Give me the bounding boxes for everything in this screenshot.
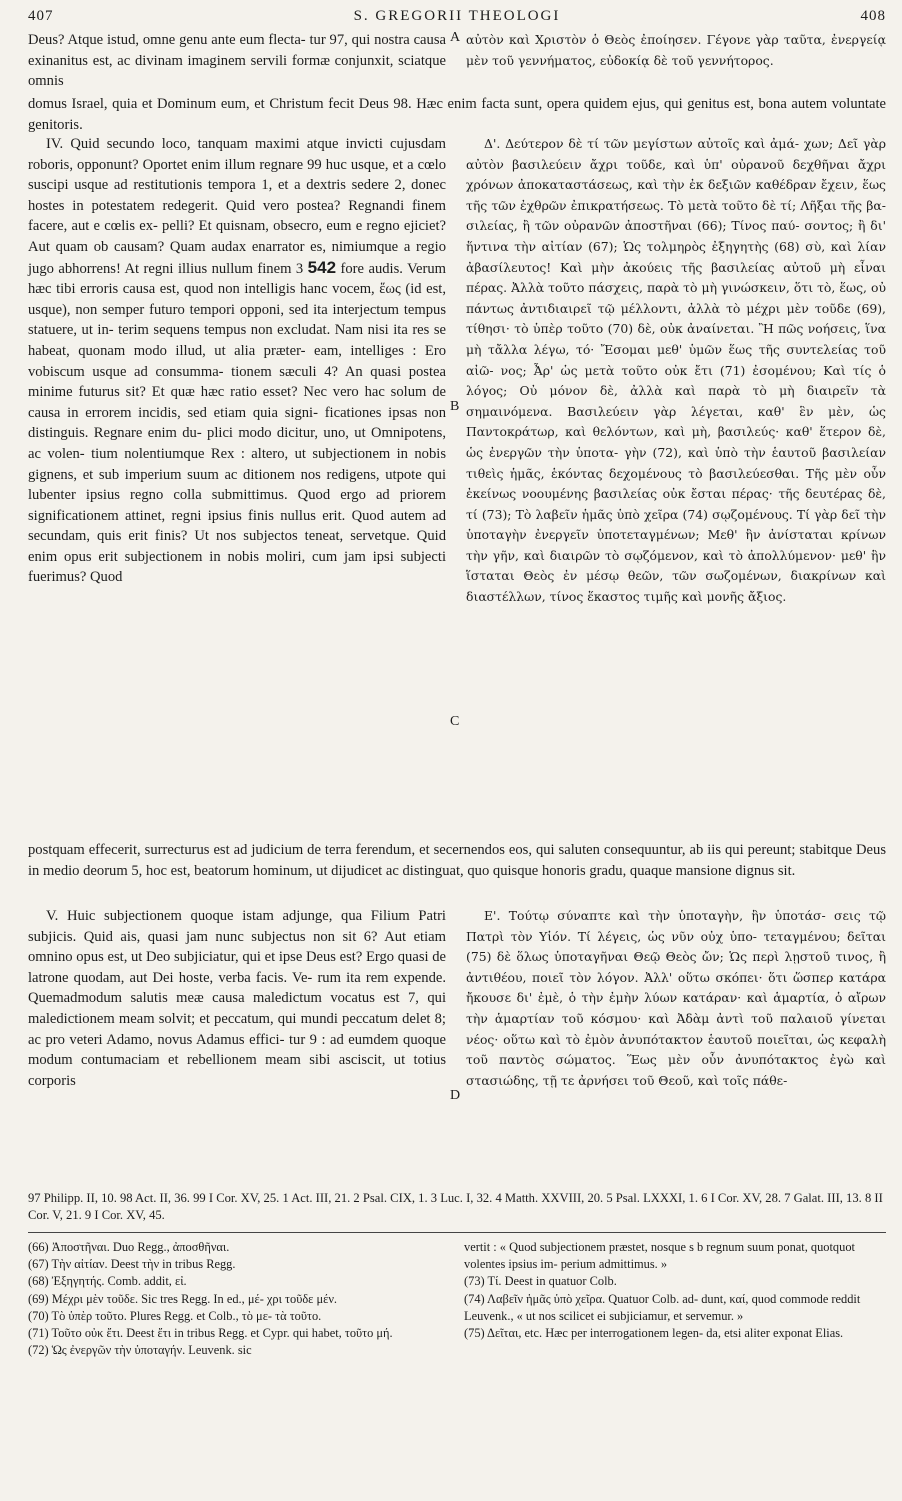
footnote-divider	[28, 1232, 886, 1233]
marker-column	[446, 134, 466, 840]
critical-note: (69) Μέχρι μὲν τοῦδε. Sic tres Regg. In ed., μέ- χρι τοῦδε μέν.	[28, 1291, 338, 1306]
marker-b: B	[450, 399, 460, 414]
latin-paragraph-iv: IV. Quid secundo loco, tanquam maximi atque invicti cujusdam roboris, opponunt? Oportet enim illum regnare 99 huc usque, et a cœlo suscipi usque ad restitutionis tempora 1, et a dextris sedere 2, donec hostes in potestatem redegerit. Quid vero postea? Regnandi finem facere, aut e cœlis ex- pelli? Et quisnam, obsecro, eum e regno ejiciet? Aut quam ob causam? Quam audax enarrator es, nimiumque a regio jugo abhorrens! At regni illius nullum finem 3 542 fore audis. Verum hæc tibi erroris causa est, quod non intelligis hanc vocem, ἕως (id est, usque), non semper futuro tempori opponi, sed ita interjectum tempus statuere, ut in- terim sequens tempus non excludat. Nam nisi ita res se habeat, quonam modo illud, ut alia præter- eam, intelliges : Ero vobiscum usque ad consumma- tionem sæculi 4? An quasi postea minime futurus sit? Et quæ hæc ratio esset? Nec vero hac solum de causa in errorem incidis, sed etiam quia signi- ficationes ipsas non distinguis. Regnare enim du- plici modo dicitur, uno, ut Omnipotens, ac volen- tium nolentiumque Rex : altero, ut subjectionem in nobis gignens, et sub imperium suum ac ditionem nos redigens, utpote qui lubenter ipsius regno colla submittimus. Quod ergo ad priorem significationem attinet, regni ipsius finis nullus erit. Quod autem ad secundam, quis erit finis? Ut nos subjectos teneat, servetque. Quid enim opus erit subjectionem in nobis moliri, cum jam ipsi subjecti fuerimus? Quod	[28, 136, 447, 586]
critical-notes-left	[28, 1239, 450, 1359]
latin-column	[28, 134, 446, 840]
right-page-number: 408	[860, 8, 886, 24]
marker-c: C	[450, 714, 460, 729]
critical-note: (74) Λαβεῖν ἡμᾶς ὑπὸ χεῖρα. Quatuor Colb. ad- dunt, καί, quod commode reddit Leuvenk., « ut nos scilicet ei subjiciamur, et servemur. »	[464, 1291, 861, 1323]
critical-note: (68) Ἐξηγητής. Comb. addit, εἰ.	[28, 1274, 187, 1289]
section-iv	[28, 134, 886, 840]
top-span-text: domus Israel, quia et Dominum eum, et Christum fecit Deus 98. Hæc enim facta sunt, opera quidem ejus, qui genitus est, bona autem voluntate genitoris.	[28, 96, 886, 133]
greek-top: αὐτὸν καὶ Χριστὸν ὁ Θεὸς ἐποίησεν. Γέγονε γὰρ ταῦτα, ἐνεργείᾳ μὲν τοῦ γεννήματος, εὐδοκίᾳ δὲ τοῦ γεννήτορος.	[466, 32, 886, 68]
left-page-number: 407	[28, 8, 54, 24]
critical-notes-right	[464, 1239, 886, 1359]
greek-paragraph-iv: Δ'. Δεύτερον δὲ τί τῶν μεγίστων αὐτοῖς καὶ ἀμά- χων; Δεῖ γὰρ αὐτὸν βασιλεύειν ἄχρι τοῦδε, καὶ ὑπ' οὐρανοῦ δεχθῆναι ἄχρι χρόνων ἀποκαταστάσεως, καὶ τὴν ἐκ δεξιῶν καθέδραν ἔχειν, ἕως τῆς τῶν ἐχθρῶν ἐπικρατήσεως. Τὸ μετὰ τοῦτο δὲ τί; Λῆξαι τῆς βα- σιλείας, ἢ τῶν οὐρανῶν ἀποστῆναι (66); Τίνος παύ- σοντος; ἢ δι' ἥντινα τὴν αἰτίαν (67); Ὡς τολμηρὸς ἐξηγητὴς (68) σὺ, καὶ λίαν ἀβασίλευτος! Καὶ μὴν ἀκούεις τῆς βασιλείας αὐτοῦ μὴ εἶναι πέρας. Ἀλλὰ τοῦτο πάσχεις, παρὰ τὸ μὴ γινώσκειν, ὅτι τὸ, ἕως, οὐ πάντως ἀντιδιαιρεῖ τῷ μέλλοντι, ἀλλὰ τὸ μέχρι μὲν τοῦδε (69), τίθησι· τὸ ὑπὲρ τοῦτο (70) δὲ, οὐκ ἀναίνεται. Ἢ πῶς νοήσεις, ἵνα μὴ τἄλλα λέγω, τό· Ἔσομαι μεθ' ὑμῶν ἕως τῆς συντελείας τοῦ αἰῶ- νος; Ἆρ' ὡς μετὰ τοῦτο οὐκ ἔτι (71) ἐσομένου; Καὶ τίς ὁ λόγος; Οὐ μόνον δὲ, ἀλλὰ καὶ παρὰ τὸ μὴ διαιρεῖν τὰ σημαινόμενα. Βασιλεύειν γὰρ λέγεται, καθ' ἓν μὲν, ὡς Παντοκράτωρ, καὶ θελόντων, καὶ μὴ, βασιλεύς· καθ' ἕτερον δὲ, ὡς ἐνεργῶν τὴν ὑποτα- γὴν (72), καὶ ὑπὸ τὴν ἑαυτοῦ βασιλείαν τιθεὶς ἡμᾶς, ἑκόντας δεχομένους τὸ βασιλεύεσθαι. Τῆς μὲν οὖν ἐκείνως νοουμένης βασιλείας οὐκ ἔσται πέρας· τῆς δευτέρας δὲ, τί (73); Τὸ λαβεῖν ἡμᾶς ὑπὸ χεῖρα (74) σῳζομένους. Τί γὰρ δεῖ τὴν ὑποταγὴν ἐνεργεῖν ὑποτεταγμένων; Μεθ' ἣν ἀνίσταται κρίνων τὴν γῆν, καὶ διαιρῶν τὸ σῳζόμενον, καὶ τὸ ἀπολλύμενον· μεθ' ἣν ἵσταται Θεὸς ἐν μέσῳ θεῶν, τῶν σωζομένων, διακρίνων καὶ διαστέλλων, τίνος ἕκαστος τιμῆς καὶ μονῆς ἄξιος.	[466, 136, 886, 605]
critical-note: vertit : « Quod subjectionem præstet, nosque s b regnum suum ponat, quotquot volentes ipsius im- perium admittimus. »	[464, 1240, 855, 1272]
marker-d: D	[450, 1088, 461, 1103]
latin-top: Deus? Atque istud, omne genu ante eum flecta- tur 97, qui nostra causa exinanitus est, ac divinam imaginem servili formæ conjunxit, sciatque omnis	[28, 32, 446, 90]
latin-paragraph-v: V. Huic subjectionem quoque istam adjunge, qua Filium Patri subjicis. Quid ais, quasi jam nunc subjectus non sit 6? Aut etiam omnino opus est, ut Deo subjiciatur, qui et ipse Deus est? Ergo quasi de latrone quodam, aut Dei hoste, verba facis. Ve- rum ita rem expende. Quemadmodum salutis meæ causa maledictum vocatus est 7, qui maledictionem meam solvit; et peccatum, qui mundi peccatum delet 8; ac pro veteri Adamo, novus Adamus effici- tur 9 : ad eumdem quoque modum contumaciam et rebellionem meam sibi asciscit, ut totius corporis	[28, 908, 446, 1089]
critical-notes	[28, 1239, 886, 1359]
marker-a: A	[450, 30, 461, 45]
critical-note: (73) Τί. Deest in quatuor Colb.	[464, 1274, 617, 1289]
section-v	[28, 906, 886, 1176]
top-block	[28, 30, 886, 94]
greek-paragraph-v: Ε'. Τούτῳ σύναπτε καὶ τὴν ὑποταγὴν, ἣν ὑποτάσ- σεις τῷ Πατρὶ τὸν Υἱόν. Τί λέγεις, ὡς νῦν οὐχ ὑπο- τεταγμένου; δεῖται (75) δὲ ὅλως ὑποταγῆναι Θεῷ Θεὸς ὤν; Ὡς περὶ λῃστοῦ τινος, ἢ ἀντιθέου, ποιεῖ τὸν λόγον. Ἀλλ' οὕτω σκόπει· ὅτι ὥσπερ κατάρα ἤκουσε δι' ἐμὲ, ὁ τὴν ἐμὴν λύων κατάραν· καὶ ἁμαρτία, ὁ αἴρων τὴν ἁμαρτίαν τοῦ κόσμου· καὶ Ἀδὰμ ἀντὶ τοῦ παλαιοῦ γίνεται νέος· οὕτω καὶ τὸ ἐμὸν ἀνυπότακτον ἑαυτοῦ ποιεῖται, ὡς κεφαλὴ τοῦ παντὸς σώματος. Ἕως μὲν οὖν ἀνυπότακτος ἐγὼ καὶ στασιώδης, τῇ τε ἀρνήσει τοῦ Θεοῦ, καὶ τοῖς πάθε-	[466, 908, 886, 1088]
middle-span-text: postquam effecerit, surrecturus est ad judicium de terra ferendum, et secernendos eos, qui saluten consequuntur, ab iis qui pereunt; stabitque Deus in medio deorum 5, hoc est, beatorum hominum, ut dijudicet ac distinguat, quo quisque honoris gradu, quaque mansione dignus sit.	[28, 842, 886, 879]
scripture-footnotes: 97 Philipp. II, 10. 98 Act. II, 36. 99 I Cor. XV, 25. 1 Act. III, 21. 2 Psal. CIX, 1. 3 Luc. I, 32. 4 Matth. XXVIII, 20. 5 Psal. LXXXI, 1. 6 I Cor. XV, 28. 7 Galat. III, 13. 8 II Cor. V, 21. 9 I Cor. XV, 45.	[28, 1191, 883, 1222]
critical-note: (75) Δεῖται, etc. Hæc per interrogationem legen- da, etsi aliter exponat Elias.	[464, 1326, 844, 1341]
running-header	[28, 8, 886, 30]
latin-column-v	[28, 906, 446, 1176]
greek-column	[466, 134, 886, 840]
marker-column-v	[446, 906, 466, 1176]
running-title: S. GREGORII THEOLOGI	[353, 8, 561, 24]
critical-note: (71) Τοῦτο οὐκ ἔτι. Deest ἔτι in tribus Regg. et Cypr. qui habet, τοῦτο μή.	[28, 1326, 393, 1341]
critical-note: (70) Τὸ ὑπὲρ τοῦτο. Plures Regg. et Colb., τὸ με- τὰ τοῦτο.	[28, 1308, 322, 1323]
critical-note: (72) Ὡς ἐνεργῶν τὴν ὑποταγήν. Leuvenk. sic	[28, 1343, 252, 1358]
critical-note: (66) Ἀποστῆναι. Duo Regg., ἀποσθῆναι.	[28, 1240, 230, 1254]
critical-note: (67) Τὴν αἰτίαν. Deest τὴν in tribus Regg.	[28, 1257, 236, 1272]
greek-column-v	[466, 906, 886, 1176]
column-number: 542	[307, 257, 337, 277]
